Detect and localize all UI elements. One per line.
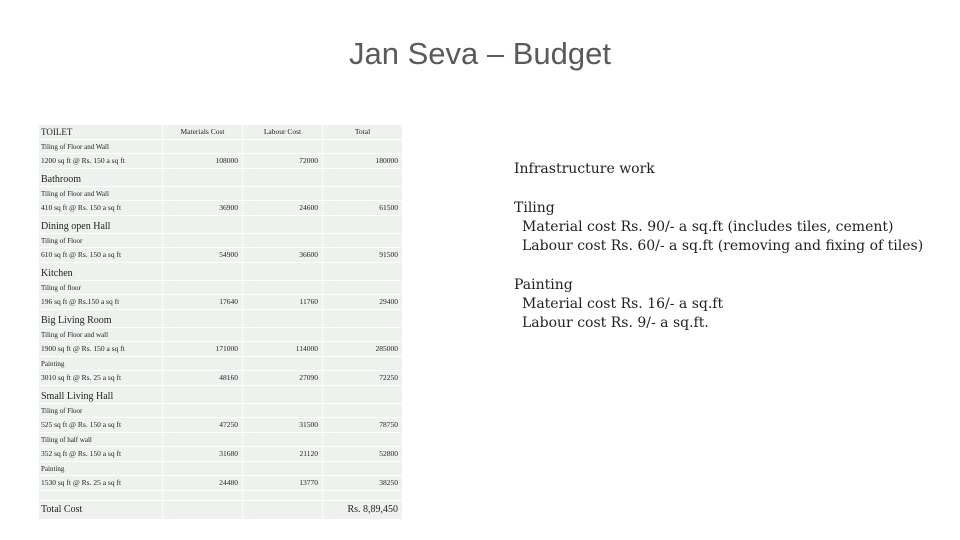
labour-cost: 72000 bbox=[243, 154, 323, 169]
section-label: Kitchen bbox=[39, 263, 163, 281]
materials-cost: 47250 bbox=[163, 418, 243, 433]
section-label: Dining open Hall bbox=[39, 216, 163, 234]
empty-cell bbox=[243, 357, 323, 371]
subheading-row bbox=[39, 462, 403, 476]
empty-cell bbox=[243, 404, 323, 418]
empty-cell bbox=[243, 216, 323, 234]
section-row bbox=[39, 216, 403, 234]
empty-cell bbox=[163, 234, 243, 248]
empty-cell bbox=[243, 310, 323, 328]
empty-cell bbox=[243, 328, 323, 342]
empty-cell bbox=[323, 263, 403, 281]
subheading-row bbox=[39, 328, 403, 342]
work-description: Painting bbox=[39, 357, 163, 371]
work-description: Tiling of Floor and wall bbox=[39, 328, 163, 342]
empty-cell bbox=[243, 386, 323, 404]
labour-cost: 36600 bbox=[243, 248, 323, 263]
section-label: Bathroom bbox=[39, 169, 163, 187]
tiling-material-cost: Material cost Rs. 90/- a sq.ft (includes tiles, cement) bbox=[522, 219, 894, 235]
total-row bbox=[39, 501, 403, 520]
table-row bbox=[39, 476, 403, 491]
subheading-row bbox=[39, 234, 403, 248]
empty-cell bbox=[163, 433, 243, 447]
empty-cell bbox=[323, 169, 403, 187]
total-label: Total Cost bbox=[39, 501, 163, 520]
row-total: 61500 bbox=[323, 201, 403, 216]
tiling-labour-cost: Labour cost Rs. 60/- a sq.ft (removing and fixing of tiles) bbox=[522, 238, 924, 254]
spacer-row bbox=[39, 491, 403, 501]
empty-cell bbox=[323, 310, 403, 328]
row-label: 1200 sq ft @ Rs. 150 a sq ft bbox=[39, 154, 163, 169]
labour-cost: 24600 bbox=[243, 201, 323, 216]
subheading-row bbox=[39, 187, 403, 201]
empty-cell bbox=[243, 234, 323, 248]
table-row bbox=[39, 154, 403, 169]
materials-cost: 54900 bbox=[163, 248, 243, 263]
empty-cell bbox=[163, 169, 243, 187]
empty-cell bbox=[163, 462, 243, 476]
painting-labour-cost: Labour cost Rs. 9/- a sq.ft. bbox=[522, 315, 709, 331]
table-row bbox=[39, 447, 403, 462]
empty-cell bbox=[243, 263, 323, 281]
work-description: Painting bbox=[39, 462, 163, 476]
work-description: Tiling of Floor and Wall bbox=[39, 187, 163, 201]
section-row bbox=[39, 263, 403, 281]
empty-cell bbox=[323, 328, 403, 342]
labour-cost: 31500 bbox=[243, 418, 323, 433]
empty-cell bbox=[243, 281, 323, 295]
row-total: 91500 bbox=[323, 248, 403, 263]
materials-cost: 31680 bbox=[163, 447, 243, 462]
empty-cell bbox=[163, 187, 243, 201]
empty-cell bbox=[323, 491, 403, 501]
subheading-row bbox=[39, 140, 403, 154]
materials-cost: 48160 bbox=[163, 371, 243, 386]
header-total: Total bbox=[323, 125, 403, 140]
empty-cell bbox=[323, 404, 403, 418]
work-description: Tiling of Floor and Wall bbox=[39, 140, 163, 154]
work-description: Tiling of floor bbox=[39, 281, 163, 295]
empty-cell bbox=[243, 187, 323, 201]
section-row bbox=[39, 169, 403, 187]
materials-cost: 36900 bbox=[163, 201, 243, 216]
empty-cell bbox=[163, 328, 243, 342]
row-label: 1530 sq ft @ Rs. 25 a sq ft bbox=[39, 476, 163, 491]
subheading-row bbox=[39, 357, 403, 371]
section-row bbox=[39, 386, 403, 404]
table-row bbox=[39, 248, 403, 263]
header-labour-cost: Labour Cost bbox=[243, 125, 323, 140]
work-description: Tiling of Floor bbox=[39, 404, 163, 418]
budget-table-body bbox=[39, 125, 403, 520]
table-row bbox=[39, 342, 403, 357]
empty-cell bbox=[323, 234, 403, 248]
labour-cost: 11760 bbox=[243, 295, 323, 310]
painting-heading: Painting bbox=[514, 277, 573, 293]
row-total: 38250 bbox=[323, 476, 403, 491]
empty-cell bbox=[163, 357, 243, 371]
materials-cost: 108000 bbox=[163, 154, 243, 169]
row-total: 72250 bbox=[323, 371, 403, 386]
empty-cell bbox=[163, 404, 243, 418]
empty-cell bbox=[243, 140, 323, 154]
materials-cost: 171000 bbox=[163, 342, 243, 357]
empty-cell bbox=[323, 187, 403, 201]
row-total: 78750 bbox=[323, 418, 403, 433]
table-row bbox=[39, 201, 403, 216]
work-description: Tiling of half wall bbox=[39, 433, 163, 447]
empty-cell bbox=[163, 281, 243, 295]
empty-cell bbox=[243, 462, 323, 476]
empty-cell bbox=[163, 501, 243, 520]
row-total: 29400 bbox=[323, 295, 403, 310]
empty-cell bbox=[323, 386, 403, 404]
row-label: 610 sq ft @ Rs. 150 a sq ft bbox=[39, 248, 163, 263]
table-row bbox=[39, 418, 403, 433]
labour-cost: 114000 bbox=[243, 342, 323, 357]
info-panel bbox=[514, 160, 944, 333]
row-label: 196 sq ft @ Rs.150 a sq ft bbox=[39, 295, 163, 310]
row-label: 3010 sq ft @ Rs. 25 a sq ft bbox=[39, 371, 163, 386]
labour-cost: 13770 bbox=[243, 476, 323, 491]
budget-table bbox=[38, 124, 403, 520]
empty-cell bbox=[323, 462, 403, 476]
empty-cell bbox=[243, 501, 323, 520]
empty-cell bbox=[243, 491, 323, 501]
empty-cell bbox=[163, 216, 243, 234]
tiling-heading: Tiling bbox=[514, 200, 555, 216]
empty-cell bbox=[323, 140, 403, 154]
slide-title: Jan Seva – Budget bbox=[349, 36, 611, 71]
infrastructure-heading: Infrastructure work bbox=[514, 161, 655, 177]
empty-cell bbox=[323, 357, 403, 371]
painting-material-cost: Material cost Rs. 16/- a sq.ft bbox=[522, 296, 724, 312]
empty-cell bbox=[163, 263, 243, 281]
total-cost-value: Rs. 8,89,450 bbox=[323, 501, 403, 520]
subheading-row bbox=[39, 433, 403, 447]
work-description: Tiling of Floor bbox=[39, 234, 163, 248]
empty-cell bbox=[243, 169, 323, 187]
row-total: 180000 bbox=[323, 154, 403, 169]
empty-cell bbox=[163, 310, 243, 328]
section-label: Big Living Room bbox=[39, 310, 163, 328]
empty-cell bbox=[163, 491, 243, 501]
row-total: 285000 bbox=[323, 342, 403, 357]
section-row bbox=[39, 310, 403, 328]
section-label: Small Living Hall bbox=[39, 386, 163, 404]
subheading-row bbox=[39, 281, 403, 295]
header-materials-cost: Materials Cost bbox=[163, 125, 243, 140]
spacer-cell bbox=[39, 491, 163, 501]
empty-cell bbox=[323, 216, 403, 234]
row-label: 410 sq ft @ Rs. 150 a sq ft bbox=[39, 201, 163, 216]
table-row bbox=[39, 295, 403, 310]
table-header-row bbox=[39, 125, 403, 140]
row-total: 52800 bbox=[323, 447, 403, 462]
row-label: 352 sq ft @ Rs. 150 a sq ft bbox=[39, 447, 163, 462]
labour-cost: 21120 bbox=[243, 447, 323, 462]
empty-cell bbox=[163, 140, 243, 154]
empty-cell bbox=[323, 281, 403, 295]
header-toilet: TOILET bbox=[39, 125, 163, 140]
table-row bbox=[39, 371, 403, 386]
empty-cell bbox=[323, 433, 403, 447]
row-label: 1900 sq ft @ Rs. 150 a sq ft bbox=[39, 342, 163, 357]
materials-cost: 24480 bbox=[163, 476, 243, 491]
empty-cell bbox=[243, 433, 323, 447]
materials-cost: 17640 bbox=[163, 295, 243, 310]
row-label: 525 sq ft @ Rs. 150 a sq ft bbox=[39, 418, 163, 433]
subheading-row bbox=[39, 404, 403, 418]
empty-cell bbox=[163, 386, 243, 404]
labour-cost: 27090 bbox=[243, 371, 323, 386]
